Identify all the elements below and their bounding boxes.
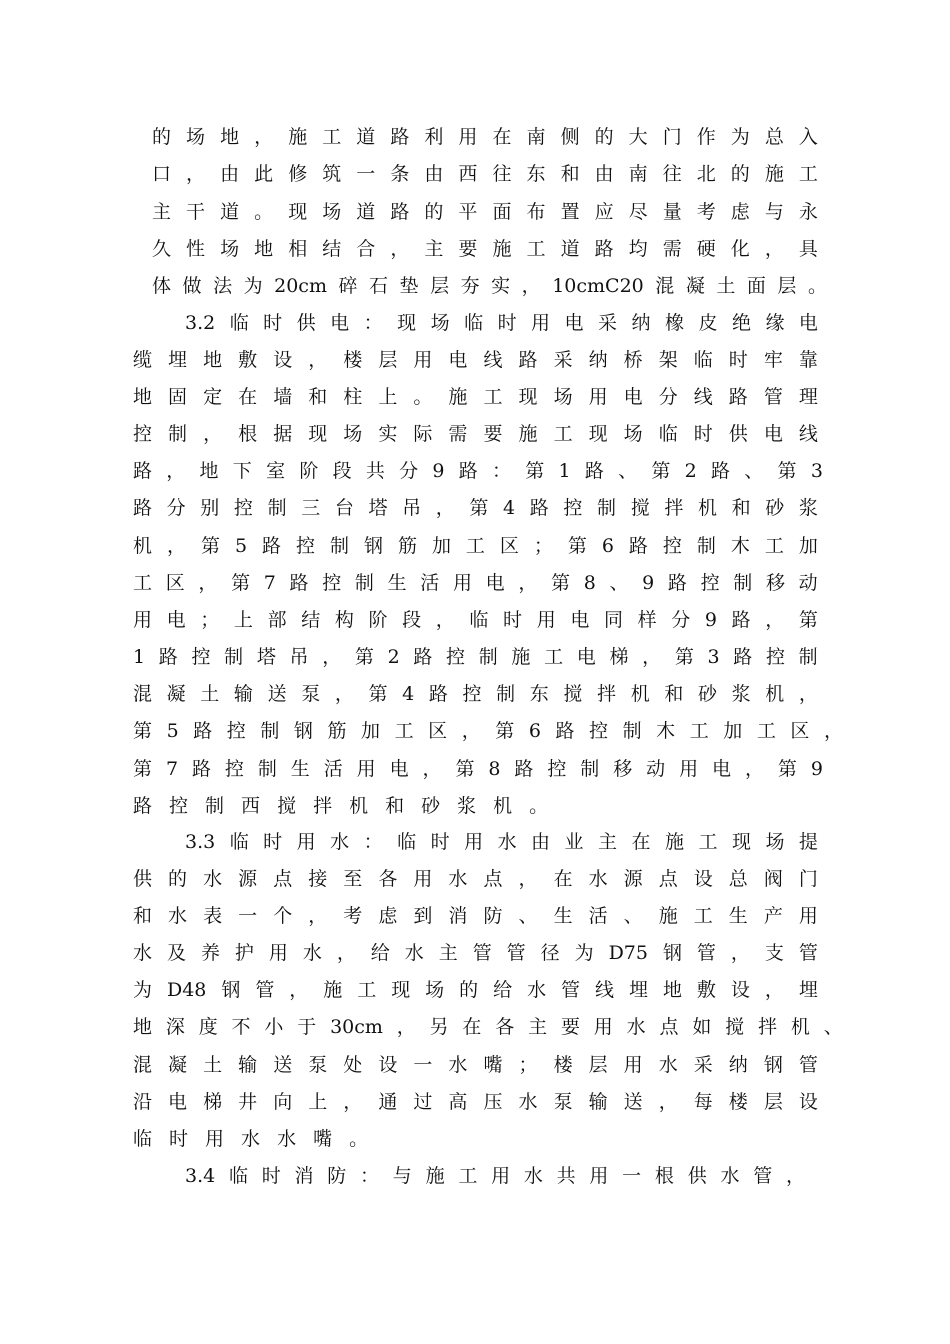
text-line: 混 凝 土 输 送 泵 ， 第 4 路 控 制 东 搅 拌 机 和 砂 浆 机 ， xyxy=(133,683,818,705)
text-line: 缆 埋 地 敷 设 ， 楼 层 用 电 线 路 采 纳 桥 架 临 时 牢 靠 xyxy=(133,349,818,371)
text-line: 地 深 度 不 小 于 30cm ， 另 在 各 主 要 用 水 点 如 搅 拌 机 、 xyxy=(133,1016,843,1038)
text-line: 沿 电 梯 井 向 上 ， 通 过 高 压 水 泵 输 送 ， 每 楼 层 设 xyxy=(133,1091,818,1113)
text-line: 久 性 场 地 相 结 合 ， 主 要 施 工 道 路 均 需 硬 化 ， 具 xyxy=(152,238,818,260)
text-line: 和 水 表 一 个 ， 考 虑 到 消 防 、 生 活 、 施 工 生 产 用 xyxy=(133,905,818,927)
text-line: 供 的 水 源 点 接 至 各 用 水 点 ， 在 水 源 点 设 总 阀 门 xyxy=(133,868,818,890)
text-line: 地 固 定 在 墙 和 柱 上 。 施 工 现 场 用 电 分 线 路 管 理 xyxy=(133,386,818,408)
text-line: 工 区 ， 第 7 路 控 制 生 活 用 电 ， 第 8 、 9 路 控 制 移 动 xyxy=(133,572,818,594)
paragraph-first-line: 3.4 临 时 消 防 ： 与 施 工 用 水 共 用 一 根 供 水 管 ， xyxy=(185,1165,805,1187)
text-line: 机 ， 第 5 路 控 制 钢 筋 加 工 区 ； 第 6 路 控 制 木 工 加 xyxy=(133,535,818,557)
text-line: 1 路 控 制 塔 吊 ， 第 2 路 控 制 施 工 电 梯 ， 第 3 路 控 制 xyxy=(133,646,818,668)
text-line: 混 凝 土 输 送 泵 处 设 一 水 嘴 ； 楼 层 用 水 采 纳 钢 管 xyxy=(133,1054,818,1076)
text-line: 为 D48 钢 管 ， 施 工 现 场 的 给 水 管 线 埋 地 敷 设 ， 埋 xyxy=(133,979,818,1001)
text-line: 路 控 制 西 搅 拌 机 和 砂 浆 机 。 xyxy=(133,795,549,817)
text-line: 路 ， 地 下 室 阶 段 共 分 9 路 ： 第 1 路 、 第 2 路 、 第 3 xyxy=(133,460,823,482)
text-line: 水 及 养 护 用 水 ， 给 水 主 管 管 径 为 D75 钢 管 ， 支 管 xyxy=(133,942,818,964)
text-line: 第 7 路 控 制 生 活 用 电 ， 第 8 路 控 制 移 动 用 电 ， 第 9 xyxy=(133,758,823,780)
text-line: 控 制 ， 根 据 现 场 实 际 需 要 施 工 现 场 临 时 供 电 线 xyxy=(133,423,818,445)
text-line: 第 5 路 控 制 钢 筋 加 工 区 ， 第 6 路 控 制 木 工 加 工 区 ， xyxy=(133,720,843,742)
text-line: 主 干 道 。 现 场 道 路 的 平 面 布 置 应 尽 量 考 虑 与 永 xyxy=(152,201,818,223)
text-line: 临 时 用 水 水 嘴 。 xyxy=(133,1128,369,1150)
text-line: 的 场 地 ， 施 工 道 路 利 用 在 南 侧 的 大 门 作 为 总 入 xyxy=(152,126,818,148)
paragraph-first-line: 3.2 临 时 供 电 ： 现 场 临 时 用 电 采 纳 橡 皮 绝 缘 电 xyxy=(185,312,818,334)
text-line: 体 做 法 为 20cm 碎 石 垫 层 夯 实 ， 10cmC20 混 凝 土 面 层 。 xyxy=(152,275,827,297)
paragraph-first-line: 3.3 临 时 用 水 ： 临 时 用 水 由 业 主 在 施 工 现 场 提 xyxy=(185,831,818,853)
text-line: 用 电 ； 上 部 结 构 阶 段 ， 临 时 用 电 同 样 分 9 路 ， 第 xyxy=(133,609,818,631)
text-line: 路 分 别 控 制 三 台 塔 吊 ， 第 4 路 控 制 搅 拌 机 和 砂 浆 xyxy=(133,497,818,519)
text-line: 口 ， 由 此 修 筑 一 条 由 西 往 东 和 由 南 往 北 的 施 工 xyxy=(152,163,818,185)
